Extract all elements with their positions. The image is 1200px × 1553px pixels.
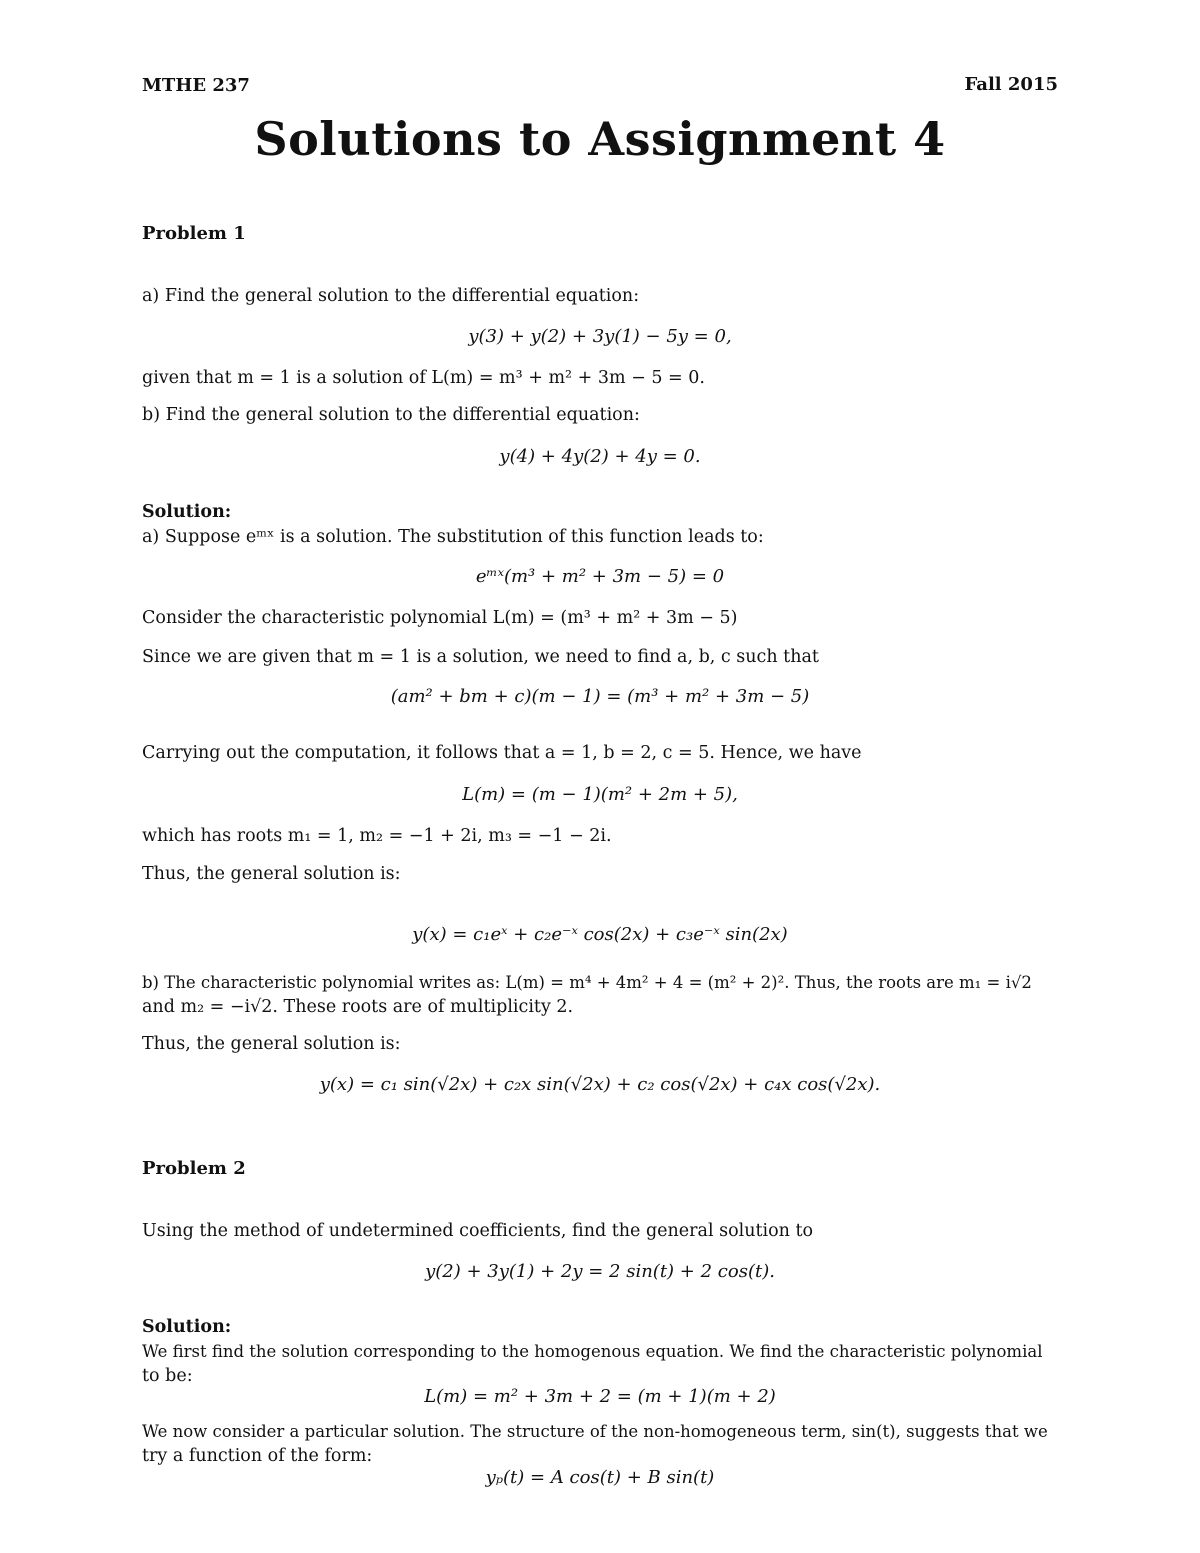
p2-s2a: We now consider a particular solution. The structure of the non-homogeneous term, sin(t), suggests that we [142,1422,1048,1441]
p2-solution-label: Solution: [142,1317,232,1337]
p1-s3: Since we are given that m = 1 is a solution, we need to find a, b, c such that [142,647,819,667]
p1-a-equation: y(3) + y(2) + 3y(1) − 5y = 0, [468,326,732,347]
p2-s1a: We first find the solution corresponding to the homogenous equation. We find the characteristic polynomial [142,1342,1043,1361]
p1-s8-equation: y(x) = c₁ sin(√2x) + c₂x sin(√2x) + c₂ cos(√2x) + c₄x cos(√2x). [319,1074,881,1095]
p1-s2: Consider the characteristic polynomial L(m) = (m³ + m² + 3m − 5) [142,608,738,628]
p2-s1-equation: L(m) = m² + 3m + 2 = (m + 1)(m + 2) [424,1386,776,1407]
p2-s1b: to be: [142,1366,193,1386]
p1-s7b: and m₂ = −i√2. These roots are of multiplicity 2. [142,997,574,1017]
page-title: Solutions to Assignment 4 [254,112,946,166]
p1-s1-equation: eᵐˣ(m³ + m² + 3m − 5) = 0 [475,566,725,587]
problem2-heading: Problem 2 [142,1158,246,1179]
term-label: Fall 2015 [964,74,1058,95]
p1-s1: a) Suppose eᵐˣ is a solution. The substitution of this function leads to: [142,527,764,547]
p2-prompt: Using the method of undetermined coefficients, find the general solution to [142,1221,814,1241]
p1-s4-equation: L(m) = (m − 1)(m² + 2m + 5), [462,784,738,805]
p1-s3-equation: (am² + bm + c)(m − 1) = (m³ + m² + 3m − 5) [390,686,810,707]
p1-s6: Thus, the general solution is: [142,864,401,884]
p1-b-prompt: b) Find the general solution to the differential equation: [142,405,640,425]
p2-s2b: try a function of the form: [142,1446,373,1466]
p1-a-given: given that m = 1 is a solution of L(m) = m³ + m² + 3m − 5 = 0. [142,368,705,388]
p1-solution-label: Solution: [142,502,232,522]
p1-s7a: b) The characteristic polynomial writes as: L(m) = m⁴ + 4m² + 4 = (m² + 2)². Thus, the roots are m₁ = i√2 [142,973,1032,992]
course-label: MTHE 237 [142,75,250,96]
p2-equation: y(2) + 3y(1) + 2y = 2 sin(t) + 2 cos(t). [425,1261,775,1282]
p2-s2-equation: yₚ(t) = A cos(t) + B sin(t) [485,1467,715,1488]
p1-s6-equation: y(x) = c₁eˣ + c₂e⁻ˣ cos(2x) + c₃e⁻ˣ sin(2x) [412,924,788,945]
p1-s5: which has roots m₁ = 1, m₂ = −1 + 2i, m₃ = −1 − 2i. [142,826,612,846]
p1-a-prompt: a) Find the general solution to the differential equation: [142,286,640,306]
p1-s8: Thus, the general solution is: [142,1034,401,1054]
problem1-heading: Problem 1 [142,223,246,244]
p1-s4: Carrying out the computation, it follows that a = 1, b = 2, c = 5. Hence, we have [142,743,862,763]
p1-b-equation: y(4) + 4y(2) + 4y = 0. [499,446,701,467]
